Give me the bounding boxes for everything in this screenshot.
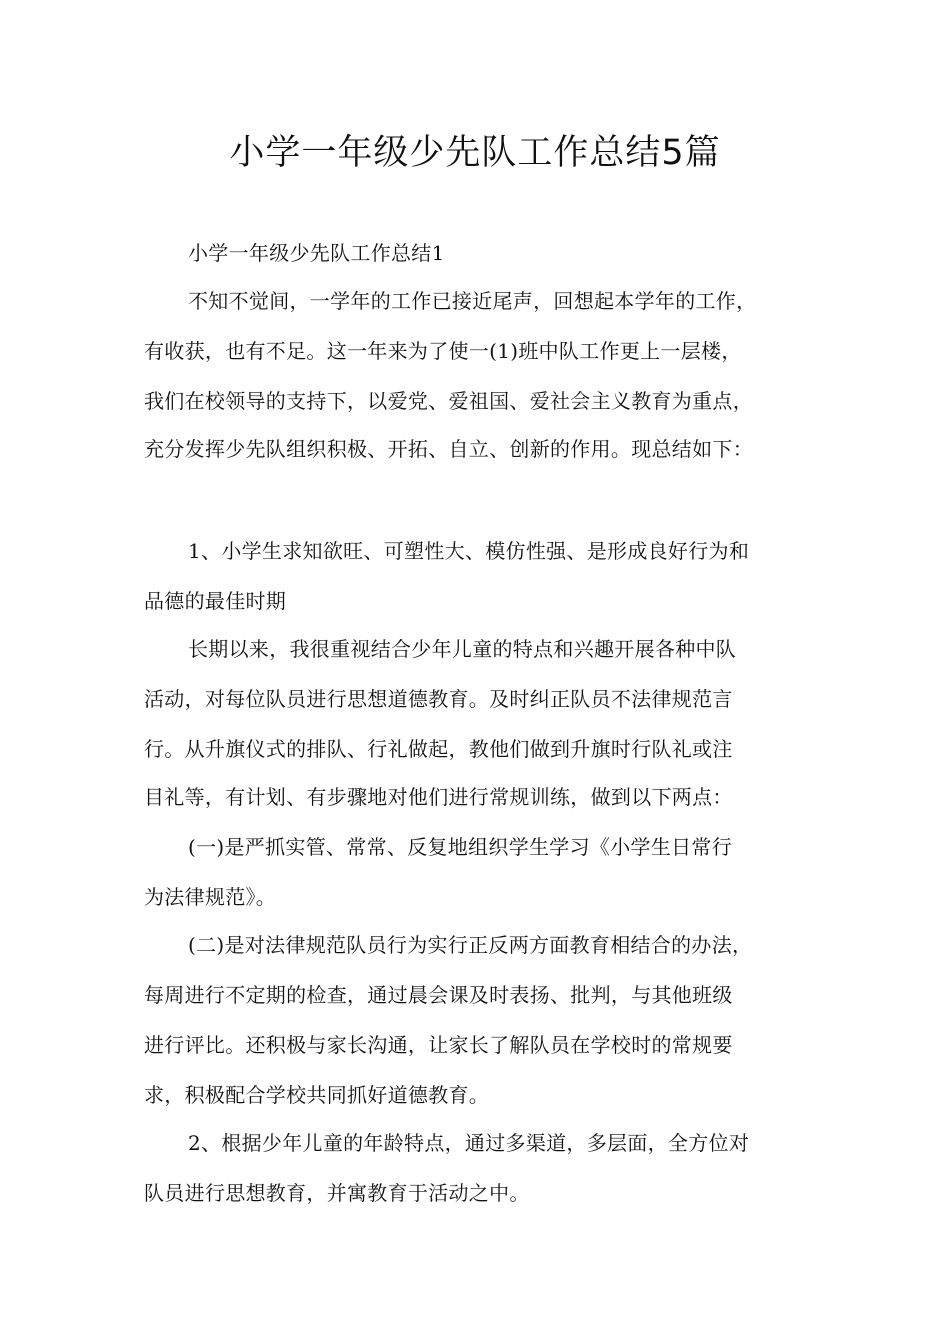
paragraph-line: 队员进行思想教育，并寓教育于活动之中。 <box>144 1181 530 1205</box>
paragraph-line: 行。从升旗仪式的排队、行礼做起，教他们做到升旗时行队礼或注 <box>144 737 733 761</box>
paragraph-line: 长期以来，我很重视结合少年儿童的特点和兴趣开展各种中队 <box>188 637 737 661</box>
paragraph-line: 2、根据少年儿童的年龄特点，通过多渠道，多层面，全方位对 <box>188 1131 750 1155</box>
paragraph-line: 每周进行不定期的检查，通过晨会课及时表扬、批判，与其他班级 <box>144 983 733 1007</box>
document-title: 小学一年级少先队工作总结5篇 <box>229 133 721 173</box>
paragraph-line: 1、小学生求知欲旺、可塑性大、模仿性强、是形成良好行为和 <box>188 539 750 563</box>
section-heading: 小学一年级少先队工作总结1 <box>188 241 445 265</box>
paragraph-line: 求，积极配合学校共同抓好道德教育。 <box>144 1083 490 1107</box>
paragraph-line: 不知不觉间，一学年的工作已接近尾声，回想起本学年的工作， <box>188 289 757 313</box>
paragraph-line: 品德的最佳时期 <box>144 589 287 613</box>
paragraph-line: 活动，对每位队员进行思想道德教育。及时纠正队员不法律规范言 <box>144 687 733 711</box>
paragraph-line: 我们在校领导的支持下，以爱党、爱祖国、爱社会主义教育为重点， <box>144 389 753 413</box>
paragraph-line: 有收获，也有不足。这一年来为了使一(1)班中队工作更上一层楼， <box>144 339 742 363</box>
paragraph-line: (二)是对法律规范队员行为实行正反两方面教育相结合的办法， <box>188 933 753 957</box>
paragraph-line: 充分发挥少先队组织积极、开拓、自立、创新的作用。现总结如下： <box>144 437 753 461</box>
paragraph-line: 进行评比。还积极与家长沟通，让家长了解队员在学校时的常规要 <box>144 1033 733 1057</box>
paragraph-line: 为法律规范》。 <box>144 885 277 909</box>
paragraph-line: (一)是严抓实管、常常、反复地组织学生学习《小学生日常行 <box>188 835 733 859</box>
paragraph-line: 目礼等，有计划、有步骤地对他们进行常规训练，做到以下两点： <box>144 785 733 809</box>
